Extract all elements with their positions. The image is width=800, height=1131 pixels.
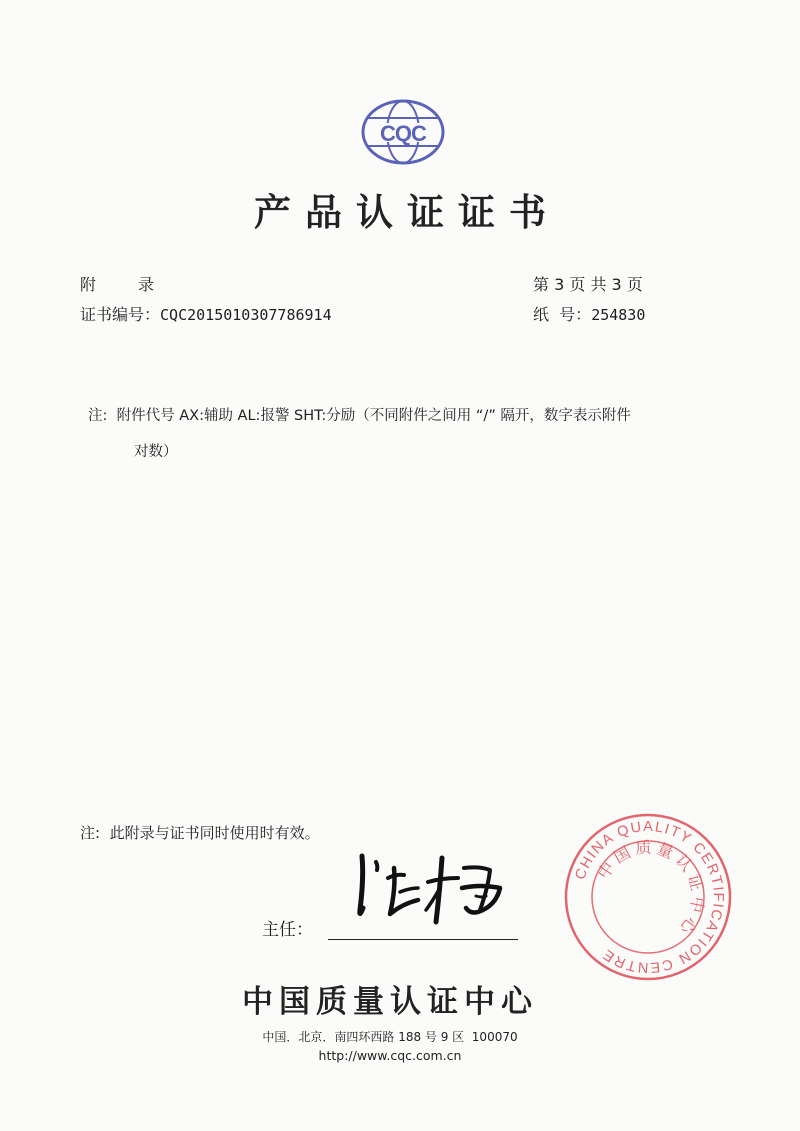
certificate-number <box>80 302 332 325</box>
appendix-label <box>80 272 154 295</box>
note-appendix-codes-cont: 对数） <box>134 444 178 460</box>
note-appendix-codes: 注: 附件代号 AX:辅助 AL:报警 SHT:分励（不同附件之间用 “/” 隔开，数字表示附件 <box>88 408 631 424</box>
cqc-logo <box>358 96 448 168</box>
certificate-number-value: CQC2015010307786914 <box>160 306 332 324</box>
paper-number-label: 纸 号： <box>533 305 592 324</box>
director-label: 主任： <box>262 920 313 940</box>
certification-seal <box>563 812 733 982</box>
svg-text:中国质量认证中心 <box>594 838 708 941</box>
certificate-number-label: 证书编号： <box>80 305 161 324</box>
issuing-organization: 中国质量认证中心 <box>242 984 538 1020</box>
seal-outer-text: CHINA QUALITY CERTIFICATION CENTRE <box>572 818 727 976</box>
organization-url: http://www.cqc.com.cn <box>318 1048 462 1063</box>
logo-text: CQC <box>380 121 426 146</box>
page-number: 第 3 页 共 3 页 <box>533 275 643 294</box>
note-validity: 注: 此附录与证书同时使用时有效。 <box>80 824 320 842</box>
appendix-label-a: 附 <box>80 275 97 294</box>
director-signature <box>330 848 520 940</box>
seal-inner-text: 中国质量认证中心 <box>593 837 708 941</box>
page-title: 产品认证证书 <box>254 191 560 234</box>
paper-number-value: 254830 <box>591 306 646 324</box>
paper-number <box>533 302 645 325</box>
appendix-label-b: 录 <box>138 275 155 294</box>
organization-address: 中国．北京．南四环西路 188 号 9 区 100070 <box>262 1030 518 1044</box>
